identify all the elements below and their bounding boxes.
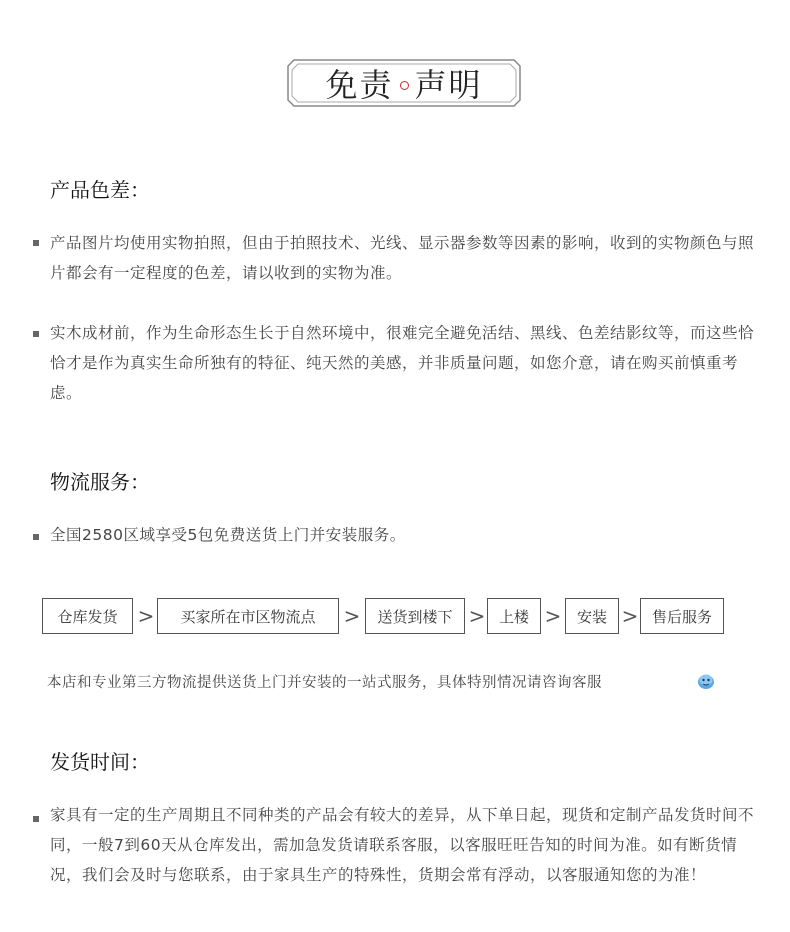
bullet <box>33 240 39 246</box>
title-left: 免责 <box>325 66 394 104</box>
heading-logistics: 物流服务： <box>50 470 150 494</box>
paragraph-color-1: 产品图片均使用实物拍照，但由于拍照技术、光线、显示器参数等因素的影响，收到的实物颜色与照片都会有一定程度的色差，请以收到的实物为准。 <box>50 234 755 282</box>
flow-arrow: > <box>621 604 639 628</box>
flow-step-upstairs: 上楼 <box>487 598 541 634</box>
heading-color-difference: 产品色差： <box>50 178 150 202</box>
flow-arrow: > <box>544 604 562 628</box>
bullet <box>33 534 39 540</box>
title-right: 声明 <box>414 66 483 104</box>
bullet <box>33 816 39 822</box>
bullet <box>33 331 39 337</box>
flow-step-after-sales: 售后服务 <box>640 598 724 634</box>
flow-step-warehouse: 仓库发货 <box>42 598 133 634</box>
flow-step-install: 安装 <box>565 598 619 634</box>
flow-arrow: > <box>137 604 155 628</box>
logistics-note: 本店和专业第三方物流提供送货上门并安装的一站式服务，具体特别情况请咨询客服 <box>47 675 602 691</box>
flow-step-local-point: 买家所在市区物流点 <box>157 598 339 634</box>
qq-icon[interactable] <box>696 671 716 691</box>
paragraph-delivery-1: 家具有一定的生产周期且不同种类的产品会有较大的差异，从下单日起，现货和定制产品发货时间不同，一般7到60天从仓库发出，需加急发货请联系客服，以客服旺旺告知的时间为准。如有断货情况，我们会及时与您联系，由于家具生产的特殊性，货期会常有浮动，以客服通知您的为准！ <box>50 806 755 884</box>
paragraph-color-2: 实木成材前，作为生命形态生长于自然环境中，很难完全避免活结、黑线、色差结影纹等，而这些恰恰才是作为真实生命所独有的特征、纯天然的美感，并非质量问题，如您介意，请在购买前慎重考虑。 <box>50 324 755 402</box>
title-frame <box>286 58 522 108</box>
flow-arrow: > <box>468 604 486 628</box>
paragraph-logistics-1: 全国2580区域享受5包免费送货上门并安装服务。 <box>50 526 406 544</box>
page-title <box>286 58 522 108</box>
title-dot <box>400 81 409 90</box>
flow-arrow: > <box>343 604 361 628</box>
heading-delivery-time: 发货时间： <box>50 750 150 774</box>
flow-step-downstairs: 送货到楼下 <box>365 598 465 634</box>
